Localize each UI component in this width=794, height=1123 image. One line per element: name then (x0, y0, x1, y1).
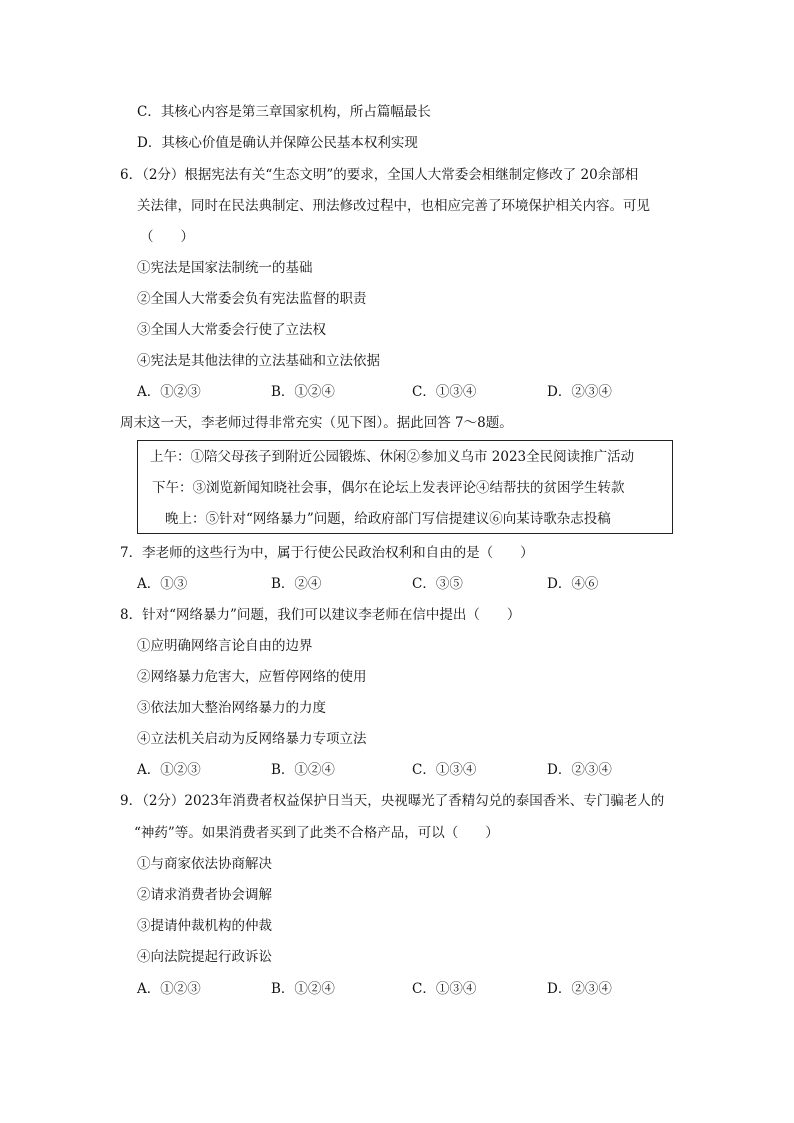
q9-stem-line-1: 9．（2分）2023年消费者权益保护日当天，央视曝光了香精勾兑的泰国香米、专门骗老人的 (120, 793, 665, 809)
q6-option-c: C．①③④ (412, 384, 477, 400)
q8-item-1: ①应明确网络言论自由的边界 (137, 638, 313, 654)
q5-option-c: C．其核心内容是第三章国家机构，所占篇幅最长 (137, 104, 431, 120)
schedule-evening: 晚上：⑤针对“网络暴力”问题，给政府部门写信提建议⑥向某诗歌杂志投稿 (165, 511, 611, 527)
q6-stem-line-2: 关法律，同时在民法典制定、刑法修改过程中，也相应完善了环境保护相关内容。可见 (137, 198, 650, 214)
q7-option-c: C．③⑤ (412, 576, 463, 592)
q7-stem: 7．李老师的这些行为中，属于行使公民政治权利和自由的是（ ） (120, 545, 534, 561)
q9-item-1: ①与商家依法协商解决 (137, 856, 272, 872)
q9-options (137, 979, 657, 999)
q8-item-2: ②网络暴力危害大，应暂停网络的使用 (137, 669, 367, 685)
q6-item-1: ①宪法是国家法制统一的基础 (137, 260, 313, 276)
q6-stem-line-1: 6．（2分）根据宪法有关“生态文明”的要求，全国人大常委会相继制定修改了 20余部相 (120, 167, 639, 183)
q8-option-d: D．②③④ (547, 762, 612, 778)
q7-option-d: D．④⑥ (547, 576, 599, 592)
q8-item-4: ④立法机关启动为反网络暴力专项立法 (137, 731, 367, 747)
q8-option-b: B．①②④ (271, 762, 335, 778)
schedule-box (137, 440, 673, 534)
q8-option-a: A．①②③ (137, 762, 201, 778)
q7-8-intro: 周末这一天，李老师过得非常充实（见下图）。据此回答 7～8题。 (120, 415, 513, 431)
q6-option-a: A．①②③ (137, 384, 201, 400)
q6-item-3: ③全国人大常委会行使了立法权 (137, 322, 326, 338)
q6-item-2: ②全国人大常委会负有宪法监督的职责 (137, 291, 367, 307)
q9-option-d: D．②③④ (547, 981, 612, 997)
q8-options (137, 760, 657, 780)
q9-option-c: C．①③④ (412, 981, 477, 997)
schedule-morning: 上午：①陪父母孩子到附近公园锻炼、休闲②参加义乌市 2023全民阅读推广活动 (150, 449, 635, 465)
q9-item-4: ④向法院提起行政诉讼 (137, 949, 272, 965)
q6-options (137, 382, 657, 402)
q6-answer-blank: （ ） (140, 229, 194, 245)
q7-option-a: A．①③ (137, 576, 188, 592)
q7-option-b: B．②④ (271, 576, 322, 592)
q9-item-2: ②请求消费者协会调解 (137, 887, 272, 903)
q8-item-3: ③依法加大整治网络暴力的力度 (137, 700, 326, 716)
q9-option-a: A．①②③ (137, 981, 201, 997)
q6-option-b: B．①②④ (271, 384, 335, 400)
q8-option-c: C．①③④ (412, 762, 477, 778)
q7-options (137, 574, 657, 594)
schedule-afternoon: 下午：③浏览新闻知晓社会事，偶尔在论坛上发表评论④结帮扶的贫困学生转款 (152, 480, 625, 496)
q9-option-b: B．①②④ (271, 981, 335, 997)
q6-option-d: D．②③④ (547, 384, 612, 400)
q9-stem-line-2: “神药”等。如果消费者买到了此类不合格产品，可以（ ） (134, 825, 499, 841)
q5-option-d: D．其核心价值是确认并保障公民基本权利实现 (137, 135, 418, 151)
q8-stem: 8．针对“网络暴力”问题，我们可以建议李老师在信中提出（ ） (120, 607, 521, 623)
q6-item-4: ④宪法是其他法律的立法基础和立法依据 (137, 353, 380, 369)
q9-item-3: ③提请仲裁机构的仲裁 (137, 918, 272, 934)
